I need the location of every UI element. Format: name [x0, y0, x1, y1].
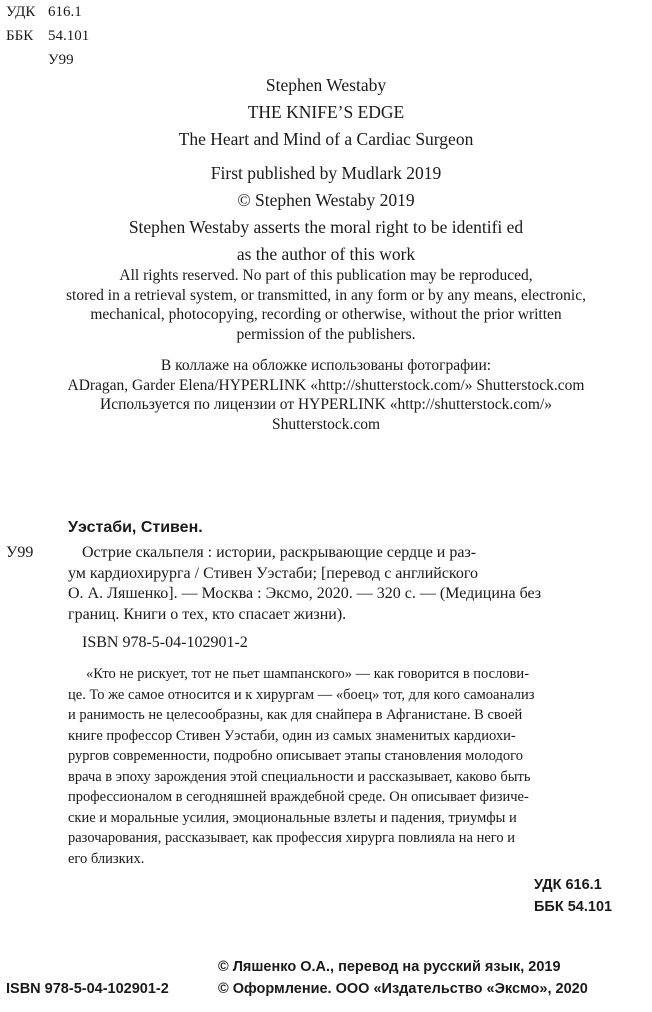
original-subtitle: The Heart and Mind of a Cardiac Surgeon	[178, 129, 474, 149]
rights-block	[0, 266, 652, 344]
bibliographic-line: Острие скальпеля : истории, раскрывающие сердце и раз-	[82, 544, 477, 561]
bibliographic-line: ум кардиохирурга / Стивен Уэстаби; [перевод с английского	[68, 564, 479, 582]
photo-credit-line: Shutterstock.com	[271, 415, 381, 433]
annotation-line: профессионалом в сегодняшней враждебной среде. Он описывает физиче-	[68, 789, 529, 805]
original-author: Stephen Westaby	[265, 75, 387, 95]
rights-line: stored in a retrieval system, or transmitted, in any form or by any means, electronic,	[66, 286, 586, 304]
original-title-block	[0, 72, 652, 153]
annotation-line: «Кто не рискует, тот не пьет шампанского» — как говорится в послови-	[86, 666, 530, 682]
footer-udk: УДК 616.1	[534, 877, 602, 893]
udk-code	[6, 2, 82, 22]
bbk-code	[6, 26, 89, 46]
udk-label: УДК	[6, 4, 36, 20]
bibliographic-line: границ. Книги о тех, кто спасает жизни).	[68, 605, 347, 623]
publication-line: First published by Mudlark 2019	[210, 163, 442, 183]
copyright-translation: © Ляшенко О.А., перевод на русский язык, 2019	[218, 959, 561, 975]
photo-credits-block	[0, 356, 652, 434]
annotation	[68, 664, 634, 869]
author-mark	[6, 50, 74, 70]
rights-line: All rights reserved. No part of this publication may be reproduced,	[119, 267, 533, 284]
rights-line: mechanical, photocopying, recording or otherwise, without the prior written	[90, 306, 562, 323]
annotation-line: це. То же самое относится и к хирургам — «боец» тот, для кого самоанализ	[68, 686, 535, 703]
annotation-line: разочарования, рассказывает, как профессия хирурга повлияла на него и	[68, 830, 516, 846]
footer-classification	[534, 874, 634, 918]
footer-isbn: ISBN 978-5-04-102901-2	[6, 981, 169, 997]
bibliographic-line: О. А. Ляшенко]. — Москва : Эксмо, 2020. — 320 с. — (Медицина без	[68, 585, 542, 602]
bibliographic-description	[68, 543, 634, 625]
annotation-line: его близких.	[68, 850, 145, 867]
bibliographic-isbn: ISBN 978-5-04-102901-2	[82, 634, 248, 651]
publication-block	[0, 160, 652, 268]
publication-line: as the author of this work	[236, 244, 416, 264]
photo-credit-line: Используется по лицензии от HYPERLINK «http://shutterstock.com/»	[100, 396, 552, 413]
bbk-label: ББК	[6, 28, 34, 44]
rights-line: permission of the publishers.	[236, 325, 416, 343]
bibliographic-code: У99	[6, 544, 34, 561]
bbk-value: 54.101	[48, 28, 90, 44]
original-title: THE KNIFE’S EDGE	[247, 102, 405, 122]
footer-bbk: ББК 54.101	[534, 899, 613, 915]
udk-value: 616.1	[48, 4, 82, 20]
copyright-design: © Оформление. ООО «Издательство «Эксмо», 2020	[218, 981, 588, 997]
annotation-line: рургов современности, подробно описывает этапы становления молодого	[68, 748, 523, 764]
annotation-line: книге профессор Стивен Уэстаби, один из самых знаменитых кардиохи-	[68, 727, 516, 744]
author-mark-value: У99	[48, 52, 74, 68]
photo-credit-line: В коллаже на обложке использованы фотографии:	[160, 357, 492, 374]
annotation-line: и ранимость не целесообразны, как для снайпера в Афганистане. В своей	[68, 707, 523, 723]
publication-line: © Stephen Westaby 2019	[237, 190, 415, 210]
photo-credit-line: ADragan, Garder Elena/HYPERLINK «http://shutterstock.com/» Shutterstock.com	[67, 376, 585, 394]
publication-line: Stephen Westaby asserts the moral right to be identifi ed	[128, 217, 524, 237]
annotation-line: врача в эпоху зарождения этой специальности и рассказывает, каково быть	[68, 768, 531, 785]
bibliographic-author-heading: Уэстаби, Стивен.	[68, 519, 203, 536]
annotation-line: ские и моральные усилия, эмоциональные взлеты и падения, триумфы и	[68, 809, 517, 826]
copyright-block	[218, 956, 588, 1000]
